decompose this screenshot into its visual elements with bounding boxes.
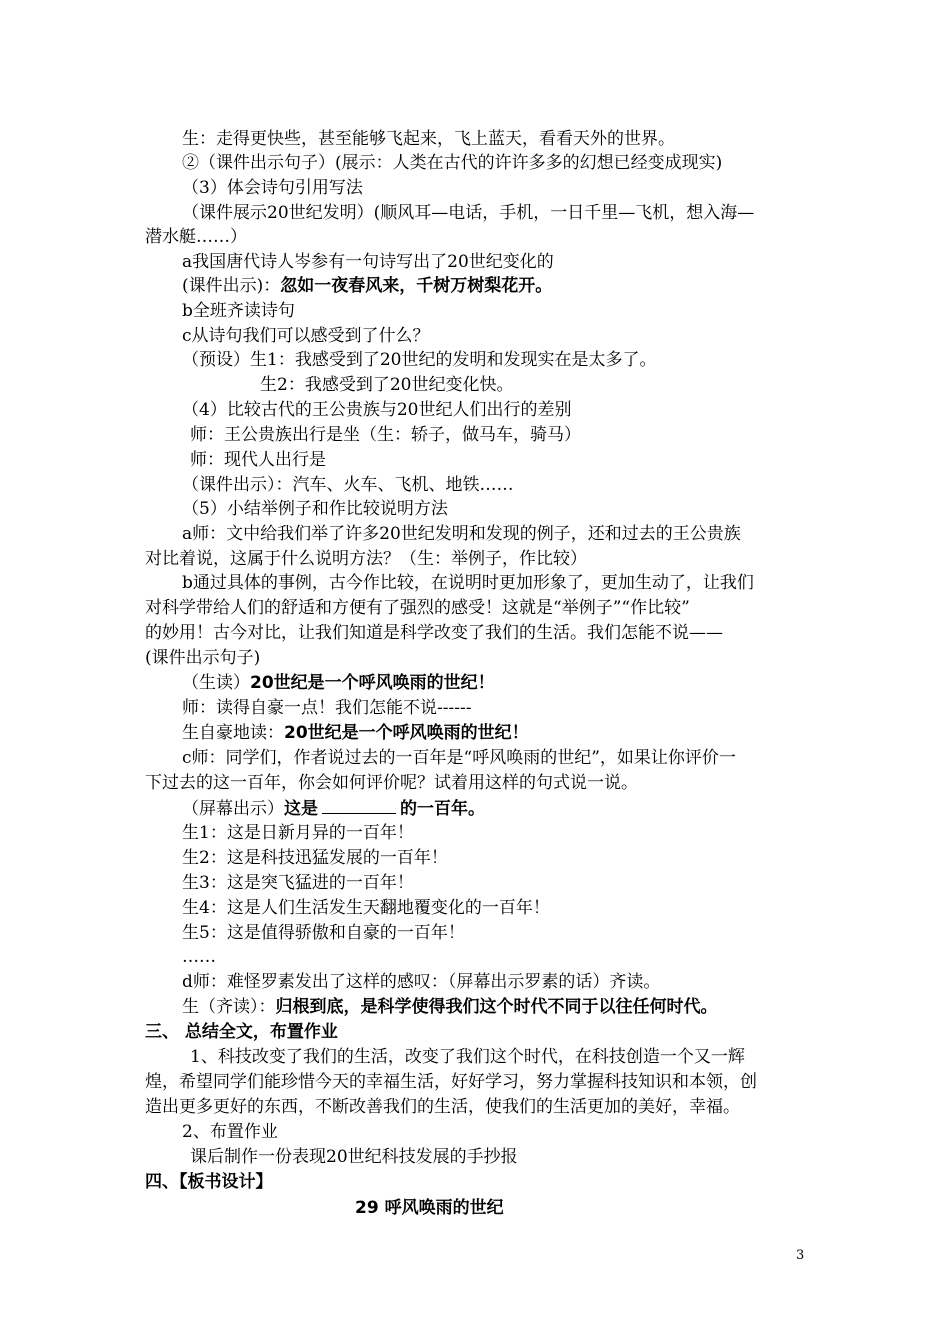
text-span: （屏幕出示） [182,799,284,819]
text-line: （课件展示20世纪发明）(顺风耳—电话，手机，一日千里—飞机，想入海— [182,203,755,223]
bold-span: 的一百年。 [400,799,485,819]
text-span: 生（齐读）： [182,997,276,1017]
text-line: 生1：这是日新月异的一百年！ [182,823,414,843]
text-line: （3）体会诗句引用写法 [182,178,363,198]
text-line: 造出更多更好的东西，不断改善我们的生活，使我们的生活更加的美好，幸福。 [145,1097,740,1117]
text-span: （生读） [182,673,250,693]
text-line: 煌，希望同学们能珍惜今天的幸福生活，好好学习，努力掌握科技知识和本领，创 [145,1072,757,1092]
fill-blank [322,797,396,814]
text-line: 生4：这是人们生活发生天翻地覆变化的一百年！ [182,898,550,918]
text-line: …… [182,947,216,967]
text-line: （课件出示）：汽车、火车、飞机、地铁…… [182,475,514,495]
text-line: 对比着说，这属于什么说明方法？（生：举例子，作比较） [145,549,587,569]
text-line [182,996,718,1018]
bold-quote: 20世纪是一个呼风唤雨的世纪！ [284,723,529,743]
text-span: 生自豪地读： [182,723,284,743]
text-line: 生2：这是科技迅猛发展的一百年！ [182,848,448,868]
text-line: 生：走得更快些，甚至能够飞起来，飞上蓝天，看看天外的世界。 [182,129,675,149]
bold-span: 这是 [284,799,318,819]
text-line [182,672,495,694]
text-line: 的妙用！古今对比，让我们知道是科学改变了我们的生活。我们怎能不说—— [145,623,723,643]
text-line [182,275,552,297]
text-line: a我国唐代诗人岑参有一句诗写出了20世纪变化的 [182,252,554,272]
text-line: a师：文中给我们举了许多20世纪发明和发现的例子，还和过去的王公贵族 [182,524,741,544]
text-line: 生3：这是突飞猛进的一百年！ [182,873,414,893]
text-line: 生5：这是值得骄傲和自豪的一百年！ [182,923,465,943]
text-line [182,797,485,820]
text-line: 下过去的这一百年，你会如何评价呢？试着用这样的句式说一说。 [145,773,638,793]
text-line: 2、布置作业 [182,1122,278,1142]
text-line: 课后制作一份表现20世纪科技发展的手抄报 [190,1147,518,1167]
bold-quote: 20世纪是一个呼风唤雨的世纪！ [250,673,495,693]
text-line: b通过具体的事例，古今作比较，在说明时更加形象了，更加生动了，让我们 [182,573,754,593]
text-line [182,722,529,744]
russell-quote: 归根到底，是科学使得我们这个时代不同于以往任何时代。 [275,997,718,1017]
section-heading: 四、【板书设计】 [145,1172,273,1192]
text-line: d师：难怪罗素发出了这样的感叹：（屏幕出示罗素的话）齐读。 [182,972,661,992]
poem-quote: 忽如一夜春风来，千树万树梨花开。 [280,276,553,296]
text-line: （4）比较古代的王公贵族与20世纪人们出行的差别 [182,400,572,420]
text-line: （5）小结举例子和作比较说明方法 [182,499,448,519]
text-line: c师：同学们，作者说过去的一百年是“呼风唤雨的世纪”，如果让你评价一 [182,748,736,768]
text-line: ②（课件出示句子）(展示：人类在古代的许许多多的幻想已经变成现实) [182,153,723,173]
text-line: (课件出示句子) [145,648,261,668]
text-line: b全班齐读诗句 [182,301,295,321]
text-line: 师：王公贵族出行是坐（生：轿子，做马车，骑马） [190,425,581,445]
text-line: c从诗句我们可以感受到了什么？ [182,326,430,346]
text-line: 潜水艇……） [145,227,247,247]
text-line: 师：现代人出行是 [190,450,326,470]
section-heading: 三、 总结全文，布置作业 [145,1022,338,1042]
page-number: 3 [796,1248,805,1263]
text-line: 生2：我感受到了20世纪变化快。 [260,375,514,395]
text-span: (课件出示)： [182,276,281,296]
text-line: 师：读得自豪一点！我们怎能不说------ [182,698,472,718]
board-title: 29 呼风唤雨的世纪 [355,1198,504,1218]
text-line: 对科学带给人们的舒适和方便有了强烈的感受！这就是“举例子”“作比较” [145,598,690,618]
text-line: 1、科技改变了我们的生活，改变了我们这个时代，在科技创造一个又一辉 [190,1047,745,1067]
text-line: （预设）生1：我感受到了20世纪的发明和发现实在是太多了。 [182,350,657,370]
